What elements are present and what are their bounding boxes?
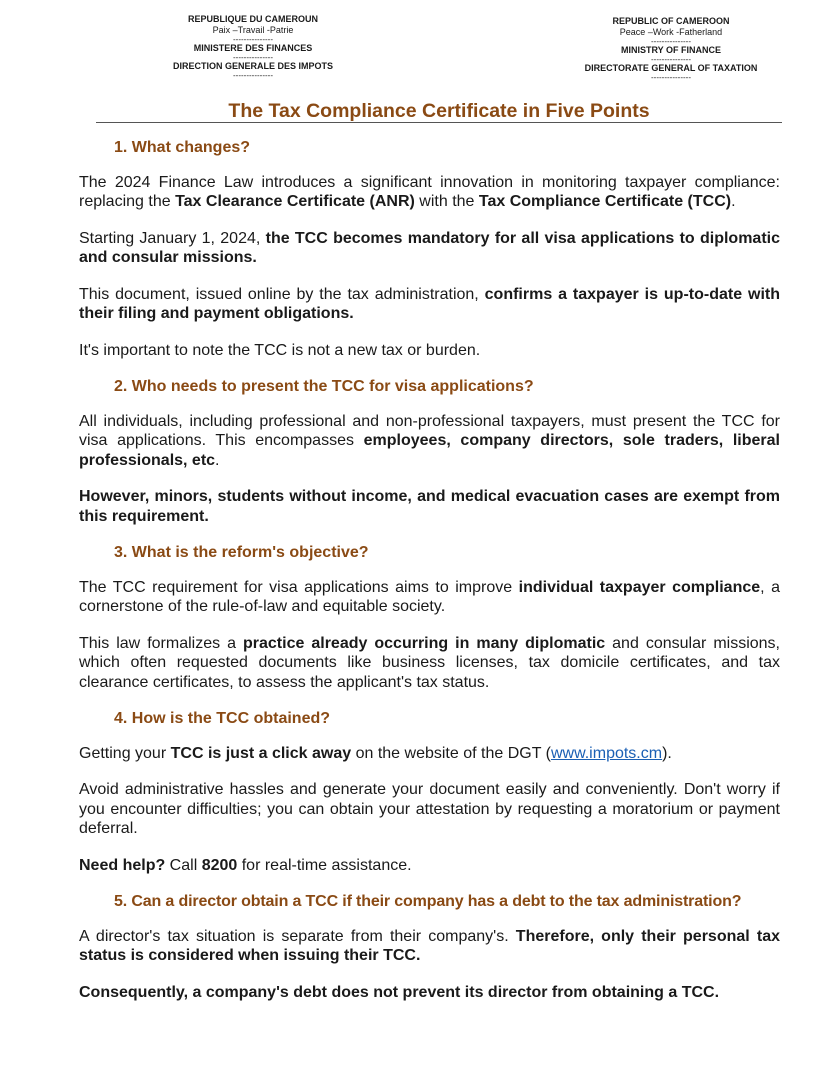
emphasis: Therefore, only their personal tax status is considered when issuing their TCC. [79,927,780,964]
text: Getting your [79,744,171,762]
page-title: The Tax Compliance Certificate in Five Points [228,100,650,122]
header-right-divider-2: --------------- [651,55,691,64]
text: Starting January 1, 2024, [79,229,266,247]
header-left-directorate: DIRECTION GENERALE DES IMPOTS [172,61,333,71]
text: for real-time assistance. [237,856,412,874]
emphasis: individual taxpayer compliance [518,578,761,596]
section-1-heading: 1. What changes? [114,139,251,156]
text: Call [165,856,202,874]
header-left-divider-2: --------------- [233,53,273,62]
text: The 2024 Finance Law introduces a significant innovation in monitoring taxpayer compliance: replacing the [79,173,780,210]
section-1-paragraph-1 [79,173,780,212]
section-4-heading: 4. How is the TCC obtained? [114,710,331,727]
header-left-block [160,14,346,79]
text: . [731,193,736,210]
header-right-directorate: DIRECTORATE GENERAL OF TAXATION [584,63,758,73]
tcc-term: Tax Compliance Certificate (TCC) [478,193,732,210]
helpline-number: 8200 [201,856,238,874]
header-left-motto: Paix –Travail -Patrie [212,25,294,35]
text: ). [662,744,672,762]
section-3-heading: 3. What is the reform's objective? [114,544,369,561]
header-right-divider-3: --------------- [651,73,691,82]
header-left-divider: --------------- [233,35,273,44]
header-left-country: REPUBLIQUE DU CAMEROUN [187,14,318,24]
emphasis: the TCC becomes mandatory for all visa applications to diplomatic and consular missions. [79,229,780,266]
text: , a cornerstone of the rule-of-law and equitable society. [79,578,780,615]
section-1-paragraph-4: It's important to note the TCC is not a new tax or burden. [79,341,481,359]
section-4-paragraph-3 [79,856,780,876]
text: A director's tax situation is separate from their company's. [79,927,516,945]
impots-website-link[interactable]: www.impots.cm [550,744,663,762]
section-3-paragraph-2 [79,634,780,693]
section-2-paragraph-1 [79,412,780,471]
header-right-block [568,16,774,81]
text: This law formalizes a [79,634,243,652]
title-underline [96,122,782,123]
document-body [79,138,780,1019]
emphasis: However, minors, students without income, and medical evacuation cases are exempt from this requirement. [79,488,780,525]
section-5-paragraph-2 [79,983,780,1003]
section-4-paragraph-2: Avoid administrative hassles and generate your document easily and conveniently. Don't worry if you encounter difficulties; you can obtain your attestation by requesting a moratorium or payment deferral. [79,781,780,837]
header-right-ministry: MINISTRY OF FINANCE [620,45,721,55]
header-left-ministry: MINISTERE DES FINANCES [193,43,313,53]
header-right-country: REPUBLIC OF CAMEROON [612,16,730,26]
section-5-heading: 5. Can a director obtain a TCC if their company has a debt to the tax administration? [114,893,742,910]
section-2-paragraph-2 [79,487,780,526]
text: . [215,451,220,469]
text: and consular missions, which often requested documents like business licenses, tax domicile certificates, and tax clearance certificates, to assess the applicant's tax status. [79,634,780,691]
emphasis: Consequently, a company's debt does not prevent its director from obtaining a TCC. [79,983,720,1001]
section-4-paragraph-1 [79,744,780,764]
emphasis: Need help? [79,856,166,874]
section-3-paragraph-1 [79,578,780,617]
anr-term: Tax Clearance Certificate (ANR) [175,193,415,210]
emphasis: employees, company directors, sole traders, liberal professionals, etc [79,432,780,469]
emphasis: confirms a taxpayer is up-to-date with their filing and payment obligations. [79,285,781,322]
header-right-divider: --------------- [651,37,691,46]
text: The TCC requirement for visa applications aims to improve [79,578,519,596]
text: All individuals, including professional and non-professional taxpayers, must present the TCC for visa applications. This encompasses [79,412,780,449]
header-left-divider-3: --------------- [233,71,273,80]
header-right-motto: Peace –Work -Fatherland [619,27,723,37]
section-2-heading: 2. Who needs to present the TCC for visa applications? [114,378,534,395]
section-5-paragraph-1 [79,927,780,966]
emphasis: practice already occurring in many diplomatic [243,634,606,652]
text: with the [414,193,479,210]
section-1-paragraph-2 [79,229,780,268]
emphasis: TCC is just a click away [170,744,352,762]
text: This document, issued online by the tax administration, [79,285,485,303]
section-1-paragraph-3 [79,285,780,324]
text: on the website of the DGT ( [351,744,551,762]
